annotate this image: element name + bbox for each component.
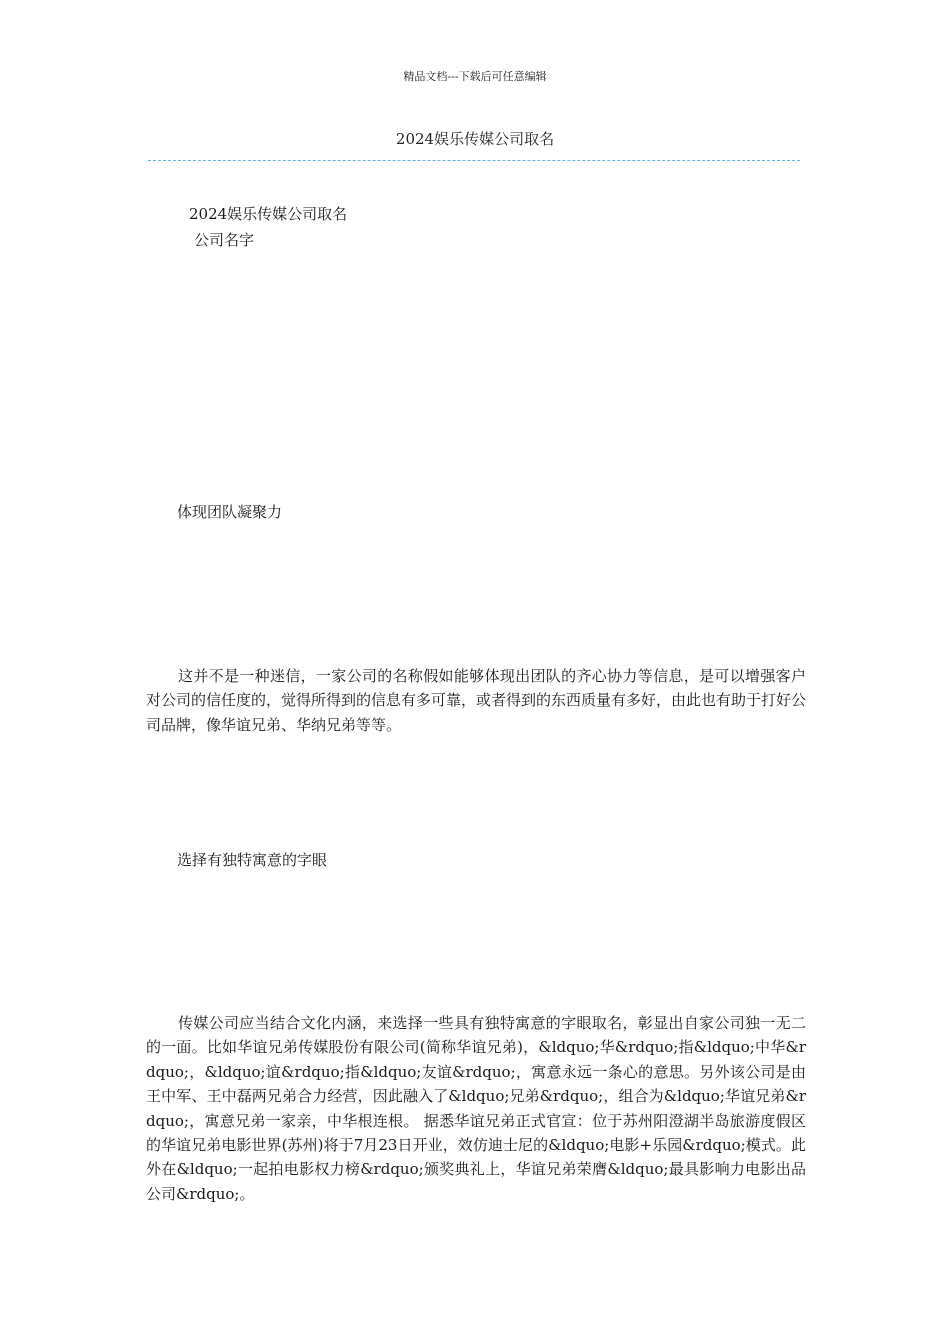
article-subline: 公司名字 bbox=[194, 231, 255, 249]
article-subtitle: 2024娱乐传媒公司取名 bbox=[189, 205, 348, 223]
document-title: 2024娱乐传媒公司取名 bbox=[395, 130, 555, 148]
title-divider bbox=[148, 160, 800, 161]
section-paragraph-cohesion: 这并不是一种迷信，一家公司的名称假如能够体现出团队的齐心协力等信息，是可以增强客户对公司的信任度的，觉得所得到的信息有多可靠，或者得到的东西质量有多好，由此也有助于打好公司品牌，像华谊兄弟、华纳兄弟等等。 bbox=[146, 667, 807, 734]
section-paragraph-unique-words: 传媒公司应当结合文化内涵，来选择一些具有独特寓意的字眼取名，彰显出自家公司独一无二的一面。比如华谊兄弟传媒股份有限公司(简称华谊兄弟)，&ldquo;华&rdquo;指&ldquo;中华&rdquo;，&ldquo;谊&rdquo;指&ldquo;友谊&rdquo;，寓意永远一条心的意思。另外该公司是由王中军、王中磊两兄弟合力经营，因此融入了&ldquo;兄弟&rdquo;，组合为&ldquo;华谊兄弟&rdquo;，寓意兄弟一家亲，中华根连根。 据悉华谊兄弟正式官宣：位于苏州阳澄湖半岛旅游度假区的华谊兄弟电影世界(苏州)将于7月23日开业，效仿迪士尼的&ldquo;电影+乐园&rdquo;模式。此外在&ldquo;一起拍电影权力榜&rdquo;颁奖典礼上，华谊兄弟荣膺&ldquo;最具影响力电影出品公司&rdquo;。 bbox=[146, 1014, 806, 1203]
section-heading-unique-words: 选择有独特寓意的字眼 bbox=[177, 851, 328, 869]
section-heading-cohesion: 体现团队凝聚力 bbox=[177, 503, 283, 521]
page-header-note: 精品文档---下载后可任意编辑 bbox=[403, 70, 547, 83]
